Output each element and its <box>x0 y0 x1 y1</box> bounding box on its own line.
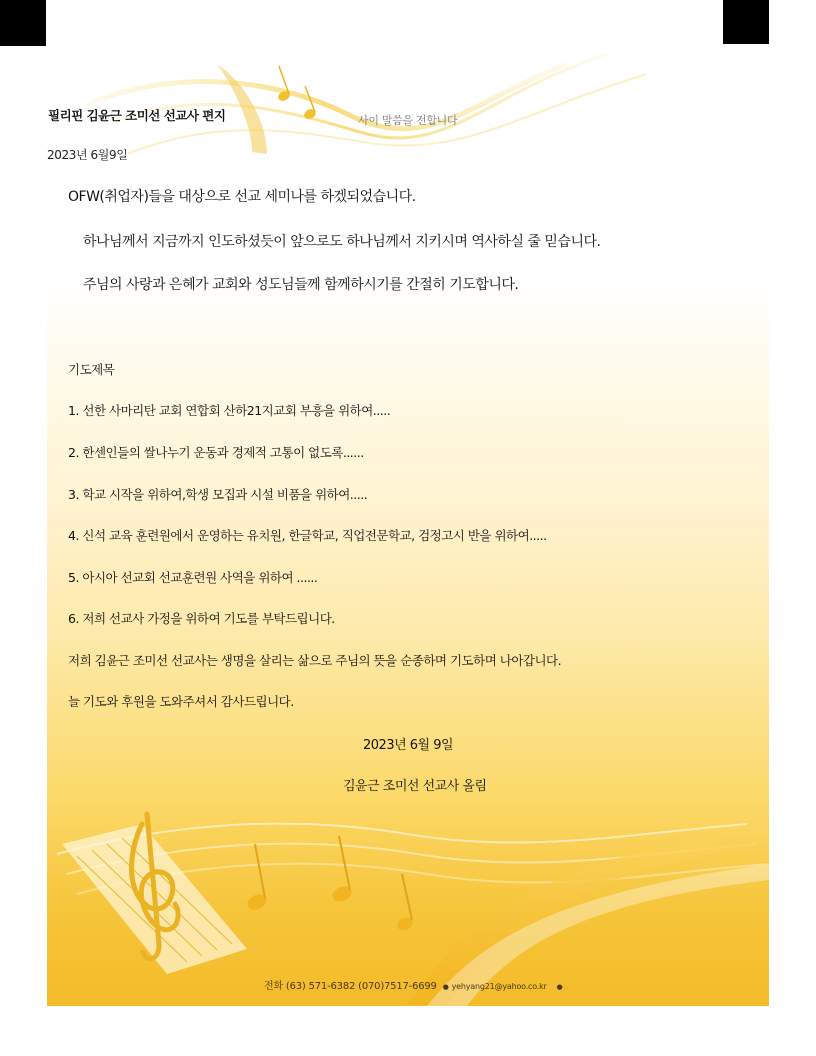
staff-ribbon-top-2 <box>107 54 607 138</box>
header-faded-text <box>358 112 457 120</box>
footer-email[interactable]: yehyang21@yahoo.co.kr <box>451 982 547 991</box>
signature: 김윤근 조미선 선교사 올림 <box>343 779 487 794</box>
intro-line-3: 주님의 사랑과 은혜가 교회와 성도님들께 함께하시기를 간절히 기도합니다. <box>83 277 519 293</box>
frame-corner-left <box>0 0 46 46</box>
bullet-icon: ● <box>442 983 449 991</box>
closing-line-2: 늘 기도와 후원을 도와주셔서 감사드립니다. <box>68 694 294 709</box>
prayer-item-6: 6. 저희 선교사 가정을 위하여 기도를 부탁드립니다. <box>68 611 335 626</box>
footer-contact <box>264 977 566 992</box>
prayer-heading: 기도제목 <box>68 362 115 377</box>
intro-line-2: 하나님께서 지금까지 인도하셨듯이 앞으로도 하나님께서 지키시며 역사하실 줄 믿습니다. <box>83 234 601 250</box>
bullet-icon: ● <box>556 983 563 991</box>
prayer-item-2: 2. 한센인들의 쌀나누기 운동과 경제적 고통이 없도록...... <box>68 445 364 460</box>
prayer-item-1: 1. 선한 사마리탄 교회 연합회 산하21지교회 부흥을 위하여..... <box>68 403 391 418</box>
closing-line-1: 저희 김윤근 조미선 선교사는 생명을 살리는 삶으로 주님의 뜻을 순종하며 기도하며 나아갑니다. <box>68 653 562 668</box>
music-note-bottom-2 <box>330 883 354 904</box>
prayer-item-4: 4. 신석 교육 훈련원에서 운영하는 유치원, 한글학교, 직업전문학교, 검정고시 반을 위하여..... <box>68 528 547 543</box>
music-note-bottom-1 <box>245 891 269 912</box>
closing-date: 2023년 6월 9일 <box>363 738 454 753</box>
frame-corner-right <box>723 0 769 46</box>
letter-date: 2023년 6월9일 <box>47 148 128 162</box>
intro-line-1: OFW(취업자)들을 대상으로 선교 세미나를 하겠되었습니다. <box>68 189 416 205</box>
prayer-item-3: 3. 학교 시작을 위하여,학생 모집과 시설 비품을 위하여..... <box>68 487 368 502</box>
letter-title: 필리핀 김윤근 조미선 선교사 편지 <box>48 108 226 123</box>
footer-phone: 전화 (63) 571-6382 (070)7517-6699 <box>264 981 437 992</box>
prayer-item-5: 5. 아시아 선교회 선교훈련원 사역을 위하여 ...... <box>68 570 318 585</box>
